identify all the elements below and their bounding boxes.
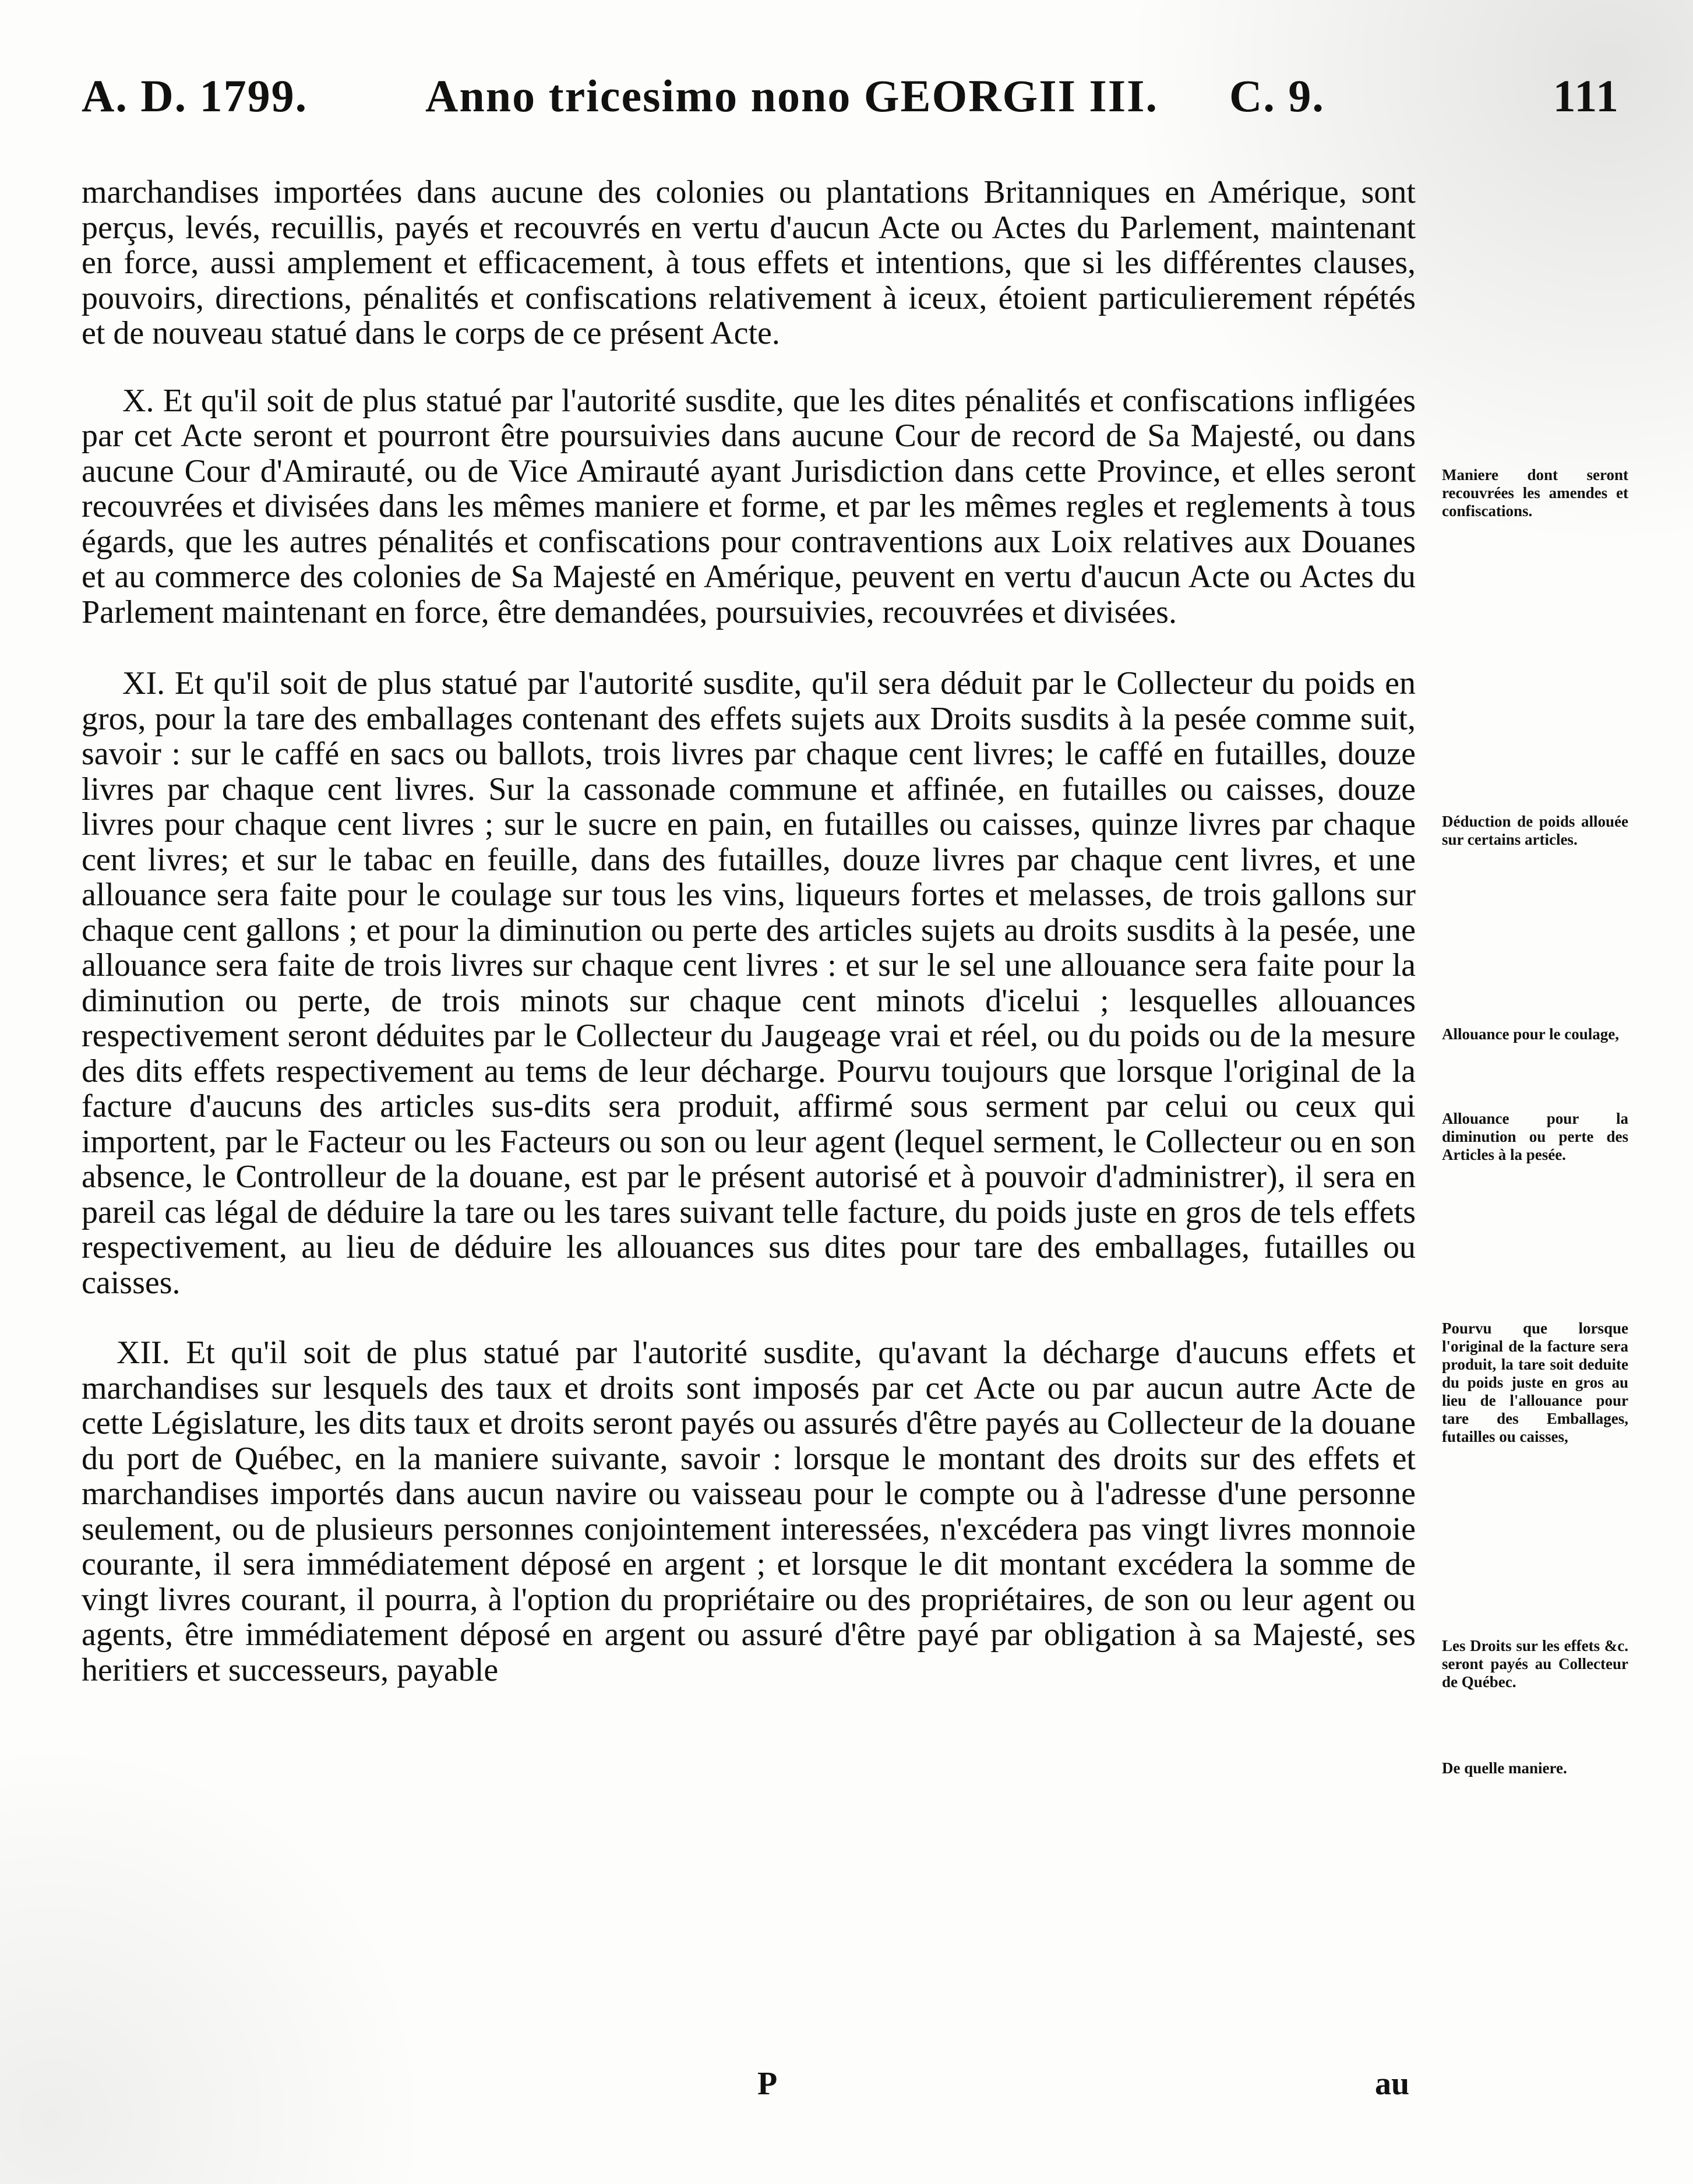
section-number: XII. — [117, 1335, 170, 1371]
paragraph-text: marchandises importées dans aucune des colonies ou plantations Britanniques en Amérique, sont perçus, levés, recuillis, payés et recouvrés en vertu d'aucun Acte ou Actes du Parlement, maintenant en force, aussi amplement et efficacement, à tous effets et intentions, que si les différentes clauses, pouvoirs, directions, pénalités et confiscations relativement à iceux, étoient particulierement répétés et de nouveau statué dans le corps de ce présent Acte. — [82, 174, 1416, 351]
marginal-note: Déduction de poids allouée sur certains articles. — [1442, 813, 1628, 848]
section-number: X. — [122, 382, 154, 419]
marginal-note: Allouance pour le coulage, — [1442, 1025, 1620, 1043]
header-title: Anno tricesimo nono GEORGII III. — [425, 70, 1158, 121]
marginal-note: De quelle maniere. — [1442, 1759, 1567, 1777]
marginal-note: Maniere dont seront recouvrées les amendes et confiscations. — [1442, 466, 1628, 520]
section-number: XI. — [122, 665, 165, 701]
paragraph-text: Et qu'il soit de plus statué par l'autorité susdite, qu'il sera déduit par le Collecteur du poids en gros, pour la tare des emballages contenant des effets sujets aux Droits susdits à la pesée comme suit, savoir : sur le caffé en sacs ou ballots, trois livres par chaque cent livres; le caffé en futailles, douze livres par chaque cent livres. Sur la cassonade commune et affinée, en futailles ou caisses, douze livres pour chaque cent livres ; sur le sucre en pain, en futailles ou caisses, quinze livres par chaque cent livres; et sur le tabac en feuille, dans des futailles, douze livres par chaque cent livres, et une allouance sera faite pour le coulage sur tous les vins, liqueurs fortes et melasses, de trois gallons sur chaque cent gallons ; et pour la diminution ou perte des articles sujets au droits susdits à la pesée, une allouance sera faite de trois livres sur chaque cent livres : et sur le sel une allouance sera faite pour la diminution ou perte, de trois minots sur chaque cent minots d'icelui ; lesquelles allouances respectivement seront déduites par le Collecteur du Jaugeage vrai et réel, ou du poids ou de la mesure des dits effets respectivement au tems de leur décharge. Pourvu toujours que lorsque l'original de la facture d'aucuns des articles sus-dits sera produit, affirmé sous serment par celui ou ceux qui importent, par le Facteur ou les Facteurs ou son ou leur agent (lequel serment, le Collecteur ou en son absence, le Controlleur de la douane, est par le présent autorisé et à pouvoir d'administrer), il sera en pareil cas légal de déduire la tare ou les tares suivant telle facture, du poids juste en gros de tels effets respectivement, au lieu de déduire les allouances sus dites pour tare des emballages, futailles ou caisses. — [82, 665, 1416, 1301]
header-year: A. D. 1799. — [82, 70, 308, 121]
marginal-note: Pourvu que lorsque l'original de la facture sera produit, la tare soit deduite du poids juste en gros au lieu de l'allouance pour tare des Emballages, futailles ou caisses, — [1442, 1319, 1628, 1445]
paragraph-section-xii — [82, 1335, 1416, 1688]
marginal-note: Les Droits sur les effets &c. seront payés au Collecteur de Québec. — [1442, 1637, 1628, 1691]
header-chapter: C. 9. — [1229, 70, 1325, 121]
catchword: au — [1375, 2066, 1410, 2102]
paragraph-continuation — [82, 175, 1416, 351]
page-header — [82, 70, 1620, 134]
marginal-note: Allouance pour la diminution ou perte des Articles à la pesée. — [1442, 1110, 1628, 1163]
paragraph-text: Et qu'il soit de plus statué par l'autorité susdite, que les dites pénalités et confiscations infligées par cet Acte seront et pourront être poursuivies dans aucune Cour de record de Sa Majesté, ou dans aucune Cour d'Amirauté, ou de Vice Amirauté ayant Jurisdiction dans cette Province, et elles seront recouvrées et divisées dans les mêmes maniere et forme, et par les mêmes regles et reglements à tous égards, que les autres pénalités et confiscations pour contraventions aux Loix relatives aux Douanes et au commerce des colonies de Sa Majesté en Amérique, peuvent en vertu d'aucun Acte ou Actes du Parlement maintenant en force, être demandées, poursuivies, recouvrées et divisées. — [82, 382, 1416, 630]
page-number: 111 — [1553, 70, 1620, 121]
paragraph-section-x — [82, 383, 1416, 630]
paragraph-text: Et qu'il soit de plus statué par l'autorité susdite, qu'avant la décharge d'aucuns effets et marchandises sur lesquels des taux et droits sont imposés par cet Acte ou par aucun autre Acte de cette Législature, les dits taux et droits seront payés ou assurés d'être payés au Collecteur de la douane du port de Québec, en la maniere suivante, savoir : lorsque le montant des droits sur des effets et marchandises importés dans aucun navire ou vaisseau pour le compte ou à l'adresse d'une personne seulement, ou de plusieurs personnes conjointement interessées, n'excédera pas vingt livres monnoie courante, il sera immédiatement déposé en argent ; et lorsque le dit montant excédera la somme de vingt livres courant, il pourra, à l'option du propriétaire ou des propriétaires, de son ou leur agent ou agents, être immédiatement déposé en argent ou assuré d'être payé par obligation à sa Majesté, ses heritiers et successeurs, payable — [82, 1335, 1416, 1688]
main-text — [82, 175, 1416, 1688]
paragraph-section-xi — [82, 666, 1416, 1300]
signature-mark: P — [757, 2066, 778, 2102]
